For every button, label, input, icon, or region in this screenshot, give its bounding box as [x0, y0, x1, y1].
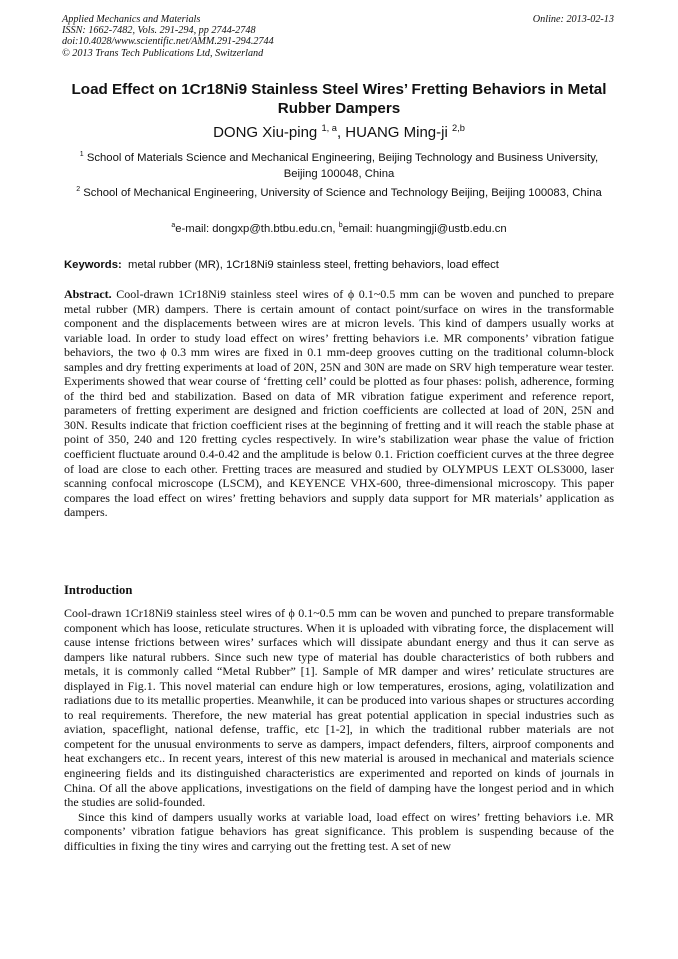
- paper-title: Load Effect on 1Cr18Ni9 Stainless Steel Wires’ Fretting Behaviors in Metal Rubber Dampers: [71, 81, 607, 117]
- introduction-body: [64, 606, 614, 853]
- journal-issn: ISSN: 1662-7482, Vols. 291-294, pp 2744-2748: [62, 25, 256, 37]
- email-line: [40, 221, 638, 237]
- author-separator: ,: [336, 124, 346, 141]
- email-text: email: huangmingji@ustb.edu.cn: [342, 223, 507, 235]
- journal-name: Applied Mechanics and Materials: [62, 14, 201, 25]
- email-marker: b: [338, 222, 343, 230]
- author-affiliation-marker: 1, a: [321, 123, 337, 133]
- affiliation-text: School of Mechanical Engineering, University of Science and Technology Beijing, Beijing 100083, China: [80, 187, 602, 199]
- abstract-label: Abstract.: [64, 287, 112, 301]
- journal-header: [62, 14, 274, 59]
- email-text: e-mail: dongxp@th.btbu.edu.cn,: [175, 223, 339, 235]
- abstract: [64, 287, 614, 520]
- author-name: HUANG Ming-ji: [345, 124, 448, 141]
- author-affiliation-marker: 2,b: [451, 123, 465, 133]
- affiliation: [66, 150, 612, 182]
- keywords-label: Keywords:: [64, 259, 122, 271]
- online-date: Online: 2013-02-13: [532, 14, 614, 25]
- journal-copyright: © 2013 Trans Tech Publications Ltd, Switzerland: [62, 47, 264, 59]
- affiliation-text: School of Materials Science and Mechanical Engineering, Beijing Technology and Business University, Beijing 100048, China: [83, 152, 599, 180]
- journal-doi: doi:10.4028/www.scientific.net/AMM.291-294.2744: [62, 36, 274, 48]
- affiliation-number: 1: [79, 151, 84, 159]
- paragraph: Cool-drawn 1Cr18Ni9 stainless steel wires of ϕ 0.1~0.5 mm can be woven and punched to prepare transformable component which has loose, reticulate structures. When it is uploaded with vibrating force, the displacement will cause intense frictions between wires’ surfaces which will dissipate abundant energy and thus it can serve as dampers like natural rubbers. Since such new type of material has double characteristics of both rubbers and metals, it is commonly called “Metal Rubber” [1]. Sample of MR damper and wires’ reticulate structures are displayed in Fig.1. This novel material can endure high or low temperatures, erosions, aging, volatilization and radiations due to its metallic properties. Meanwhile, it can be produced into various shapes or structures according to real requirements. Therefore, the new material has great potential application in special industries such as aviation, spaceflight, national defense, traffic, etc [1-2], in which the traditional rubber materials are not competent for the unusual environments to serve as dampers, impact defenders, filters, airproof components and heat exchangers etc.. In recent years, interest of this new material is aroused in mechanical and materials science engineering fields and its distinguished characteristics are experimented and reported on kinds of journals in China. Of all the above applications, investigations on the field of damping have the longest period and in which the studies are solid-founded.: [64, 606, 614, 810]
- affiliation-number: 2: [76, 186, 81, 194]
- author-name: DONG Xiu-ping: [213, 124, 318, 141]
- affiliation: [60, 185, 618, 201]
- paragraph: Since this kind of dampers usually works at variable load, load effect on wires’ fretting behaviors i.e. MR components’ vibration fatigue behaviors has great significance. This problem is suspending because of the difficulties in fixing the tiny wires and carrying out the fretting test. A set of new: [64, 809, 614, 853]
- email-marker: a: [171, 222, 176, 230]
- section-heading: Introduction: [64, 583, 133, 597]
- keywords-text: metal rubber (MR), 1Cr18Ni9 stainless steel, fretting behaviors, load effect: [121, 259, 499, 271]
- keywords: [64, 258, 616, 273]
- abstract-text: Cool-drawn 1Cr18Ni9 stainless steel wires of ϕ 0.1~0.5 mm can be woven and punched to prepare metal rubber (MR) dampers. There is certain amount of contact point/surface on wires in the transformable component and the displacements between wires are at micron levels. This kind of dampers usually works at variable load. In order to study load effect on wires’ fretting behaviors i.e. MR components’ vibration fatigue behaviors, the two ϕ 0.3 mm wires are fixed in 0.1 mm-deep grooves cutting on the traditional column-block samples and dry fretting experiments at load of 20N, 25N and 30N are made on SRV high temperature wear tester. Experiments showed that wear course of ‘fretting cell’ could be plotted as four phases: polish, adherence, forming of the third bed and stabilization. Based on data of MR vibration fatigue experiment and reference report, parameters of fretting experiment are designed and friction coefficients are collected at load of 20N, 25N and 30N. Results indicate that friction coefficient rises at the beginning of fretting and it will reach the stable phase at point of 350, 240 and 120 fretting cycles respectively. In wire’s stabilization wear phase the value of friction coefficient fluctuate around 0.4-0.42 and the amplitude is below 0.1. Friction coefficient curves at the three degree of load are close to each other. Fretting traces are measured and studied by OLYMPUS LEXT OLS3000, laser scanning confocal microscope (LSCM), and KEYENCE VHX-600, three-dimensional microscopy. This paper compares the load effect on wires’ fretting behaviors and supply data support for MR materials’ application as dampers.: [64, 287, 614, 520]
- author-line: [40, 123, 638, 143]
